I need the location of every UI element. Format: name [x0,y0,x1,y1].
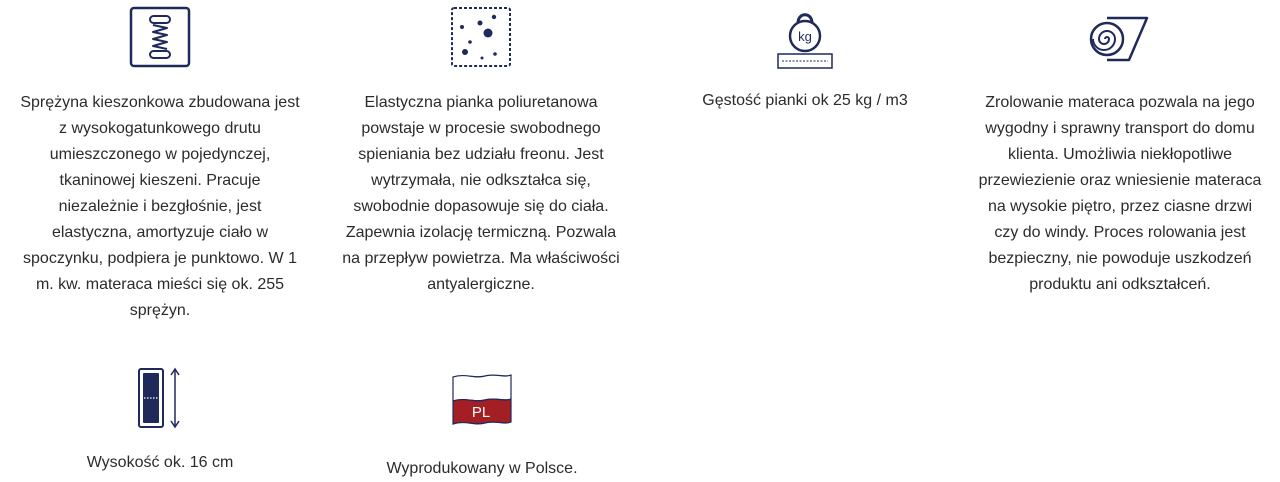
feature-foam [336,6,626,298]
mattress-height-icon [40,366,280,432]
feature-pocket-spring [18,6,302,324]
feature-text: Wysokość ok. 16 cm [86,454,234,471]
rolled-mattress-icon [975,6,1265,72]
kettlebell-weight-icon [670,6,940,72]
feature-text: Sprężyna kieszonkowa zbudowana jest z wysokogatunkowego drutu umieszczonego w pojedynczej, tkaninowej kieszeni. Pracuje niezależnie i bezgłośnie, jest elastyczna, amortyzuje ciało w spoczynku, podpiera je punktowo. W 1 m. kw. materaca mieści się ok. 255 sprężyn. [20,94,300,319]
feature-density [670,6,940,114]
feature-rolled-mattress [975,6,1265,298]
feature-height [40,366,280,476]
feature-text: Zrolowanie materaca pozwala na jego wygodny i sprawny transport do domu klienta. Umożliwia niekłopotliwe przewiezienie oraz wniesienie materaca na wysokie piętro, przez ciasne drzwi czy do windy. Proces rolowania jest bezpieczny, nie powoduje uszkodzeń produktu ani odkształceń. [978,94,1262,293]
foam-bubbles-icon [336,6,626,72]
feature-text: Wyprodukowany w Polsce. [386,460,578,477]
kg-label: kg [798,29,812,44]
pocket-spring-icon [18,6,302,72]
polish-flag-icon [352,372,612,428]
feature-text: Elastyczna pianka poliuretanowa powstaje w procesie swobodnego spieniania bez udziału freonu. Jest wytrzymała, nie odkształca się, swobodnie dopasowuje się do ciała. Zapewnia izolację termiczną. Pozwala na przepływ powietrza. Ma właściwości antyalergiczne. [342,94,620,293]
feature-made-in-poland [352,372,612,482]
feature-text: Gęstość pianki ok 25 kg / m3 [702,92,908,109]
pl-label: PL [471,404,491,421]
